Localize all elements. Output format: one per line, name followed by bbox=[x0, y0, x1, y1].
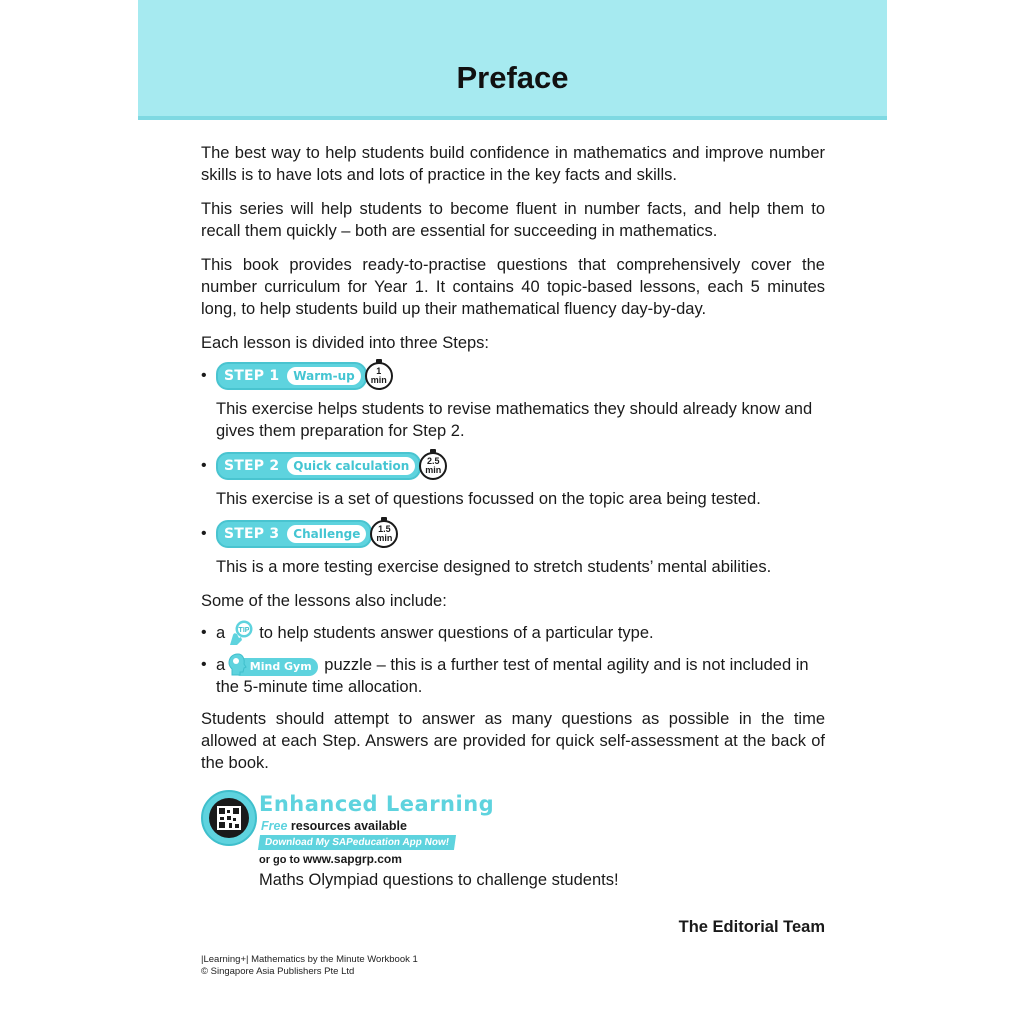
extra-tip-item bbox=[201, 620, 825, 646]
timer-unit: min bbox=[425, 465, 442, 475]
timer-unit: min bbox=[376, 533, 393, 543]
intro-paragraph-2: This series will help students to become fluent in number facts, and help them to recall them quickly – both are essential for succeeding in mathematics. bbox=[201, 200, 825, 240]
preface-body bbox=[201, 142, 825, 786]
footer-copyright: © Singapore Asia Publishers Pte Ltd bbox=[201, 966, 355, 977]
step-1-item bbox=[201, 362, 825, 390]
free-word: Free bbox=[261, 819, 288, 833]
enhanced-learning-block bbox=[201, 790, 621, 870]
enhanced-learning-description: Maths Olympiad questions to challenge students! bbox=[259, 871, 619, 889]
extra-mindgym-prefix: a bbox=[216, 656, 226, 674]
header-band bbox=[138, 0, 887, 120]
mind-gym-badge bbox=[232, 658, 318, 676]
footer bbox=[201, 954, 418, 978]
stopwatch-icon bbox=[419, 452, 447, 480]
tip-icon-text: TIP bbox=[238, 627, 250, 634]
step-2-item bbox=[201, 452, 825, 480]
head-silhouette-icon bbox=[228, 653, 248, 677]
website-link[interactable]: www.sapgrp.com bbox=[303, 852, 402, 866]
tip-icon bbox=[227, 620, 255, 646]
bullet-icon: • bbox=[201, 624, 207, 641]
extras-intro: Some of the lessons also include: bbox=[201, 592, 447, 610]
app-download-banner[interactable]: Download My SAPeducation App Now! bbox=[258, 835, 456, 850]
goto-text: or go to bbox=[259, 854, 300, 866]
step-3-label: STEP 3 bbox=[224, 526, 280, 542]
timer-value: 1 bbox=[376, 366, 382, 376]
stopwatch-icon bbox=[370, 520, 398, 548]
step-2-label: STEP 2 bbox=[224, 458, 280, 474]
qr-code-icon bbox=[201, 790, 257, 846]
step-2-description: This exercise is a set of questions focussed on the topic area being tested. bbox=[216, 490, 761, 508]
bullet-icon: • bbox=[201, 656, 207, 673]
bullet-icon: • bbox=[201, 457, 207, 474]
step-3-item bbox=[201, 520, 825, 548]
step-3-badge bbox=[216, 520, 372, 548]
intro-paragraph-1: The best way to help students build confidence in mathematics and improve number skills is to have lots and lots of practice in the key facts and skills. bbox=[201, 144, 825, 184]
step-2-badge bbox=[216, 452, 421, 480]
step-3-name: Challenge bbox=[287, 525, 366, 543]
timer-value: 1.5 bbox=[378, 524, 391, 534]
free-resources-line bbox=[261, 819, 407, 833]
extra-mindgym-text: puzzle – this is a further test of mental agility and is not included in the 5-minute time allocation. bbox=[216, 656, 809, 696]
footer-book-title: |Learning+| Mathematics by the Minute Workbook 1 bbox=[201, 954, 418, 965]
signature: The Editorial Team bbox=[678, 918, 825, 936]
timer-unit: min bbox=[370, 375, 387, 385]
website-line bbox=[259, 852, 402, 866]
free-rest: resources available bbox=[290, 819, 407, 833]
extra-tip-prefix: a bbox=[216, 624, 226, 642]
bullet-icon: • bbox=[201, 367, 207, 384]
step-1-badge bbox=[216, 362, 367, 390]
page-title: Preface bbox=[456, 60, 569, 95]
mind-gym-label: Mind Gym bbox=[249, 660, 312, 673]
closing-paragraph: Students should attempt to answer as many questions as possible in the time allowed at each Step. Answers are provided for quick self-assessment at the back of the book. bbox=[201, 710, 825, 772]
timer-value: 2.5 bbox=[426, 456, 440, 466]
step-1-name: Warm-up bbox=[287, 367, 360, 385]
extra-tip-text: to help students answer questions of a particular type. bbox=[259, 624, 654, 642]
step-3-description: This is a more testing exercise designed to stretch students’ mental abilities. bbox=[216, 558, 772, 576]
steps-intro: Each lesson is divided into three Steps: bbox=[201, 334, 490, 352]
intro-paragraph-3: This book provides ready-to-practise questions that comprehensively cover the number curriculum for Year 1. It contains 40 topic-based lessons, each 5 minutes long, to help students build up their mathematical fluency day-by-day. bbox=[201, 256, 825, 318]
extra-mindgym-item bbox=[201, 654, 825, 698]
bullet-icon: • bbox=[201, 525, 207, 542]
enhanced-learning-title: Enhanced Learning bbox=[259, 792, 495, 816]
step-1-description: This exercise helps students to revise mathematics they should already know and gives them preparation for Step 2. bbox=[216, 400, 813, 440]
step-1-label: STEP 1 bbox=[224, 368, 280, 384]
stopwatch-icon bbox=[365, 362, 393, 390]
step-2-name: Quick calculation bbox=[287, 457, 415, 475]
